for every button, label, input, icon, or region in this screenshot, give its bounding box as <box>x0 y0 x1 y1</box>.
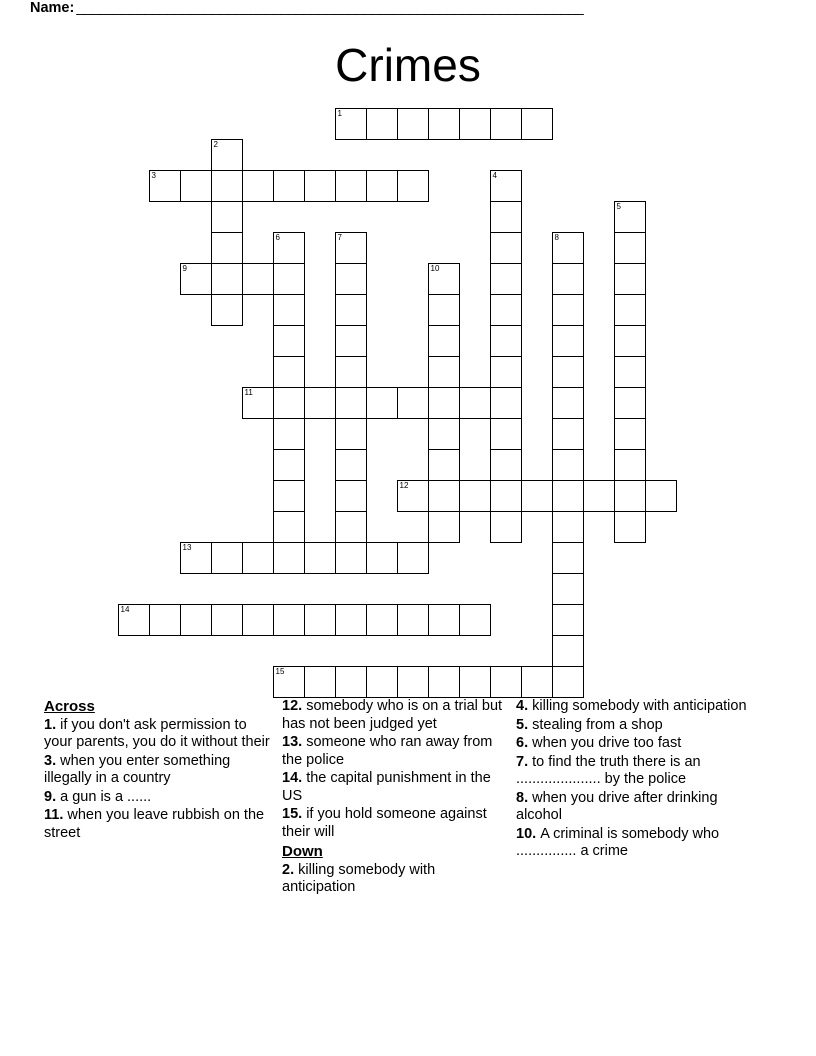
crossword-cell[interactable] <box>304 542 336 574</box>
crossword-cell[interactable] <box>211 294 243 326</box>
crossword-cell[interactable] <box>428 108 460 140</box>
clue-across-1 <box>44 717 274 752</box>
crossword-cell[interactable] <box>459 604 491 636</box>
crossword-cell[interactable] <box>397 604 429 636</box>
cell-number: 14 <box>120 605 130 614</box>
crossword-cell[interactable] <box>490 108 522 140</box>
crossword-cell[interactable] <box>335 294 367 326</box>
crossword-cell[interactable] <box>490 449 522 481</box>
crossword-cell[interactable] <box>614 418 646 450</box>
crossword-cell[interactable] <box>366 604 398 636</box>
crossword-cell[interactable] <box>490 201 522 233</box>
crossword-cell[interactable] <box>397 387 429 419</box>
crossword-cell[interactable] <box>335 480 367 512</box>
crossword-cell[interactable] <box>490 418 522 450</box>
clue-number: 1. <box>44 716 61 733</box>
clue-across-15 <box>282 806 508 841</box>
clue-down-4 <box>516 698 756 716</box>
crossword-cell[interactable] <box>149 170 181 202</box>
crossword-cell[interactable] <box>149 604 181 636</box>
crossword-cell[interactable] <box>273 263 305 295</box>
crossword-cell[interactable] <box>521 480 553 512</box>
crossword-cell[interactable] <box>428 449 460 481</box>
crossword-cell[interactable] <box>304 170 336 202</box>
crossword-cell[interactable] <box>645 480 677 512</box>
crossword-cell[interactable] <box>614 263 646 295</box>
crossword-cell[interactable] <box>242 387 274 419</box>
cell-number: 2 <box>213 140 218 149</box>
cell-number: 5 <box>616 202 621 211</box>
clue-down-7 <box>516 754 756 789</box>
crossword-cell[interactable] <box>273 387 305 419</box>
clue-text: someone who ran away from the police <box>282 734 493 768</box>
crossword-cell[interactable] <box>335 418 367 450</box>
clue-number: 8. <box>516 789 533 806</box>
crossword-cell[interactable] <box>335 108 367 140</box>
crossword-cell[interactable] <box>211 542 243 574</box>
clues-column-3 <box>516 698 764 948</box>
crossword-cell[interactable] <box>490 325 522 357</box>
clue-down-10 <box>516 826 756 861</box>
crossword-cell[interactable] <box>180 604 212 636</box>
crossword-cell[interactable] <box>304 387 336 419</box>
cell-number: 9 <box>182 264 187 273</box>
crossword-cell[interactable] <box>490 356 522 388</box>
crossword-cell[interactable] <box>180 263 212 295</box>
crossword-cell[interactable] <box>614 232 646 264</box>
clue-down-8 <box>516 790 756 825</box>
crossword-cell[interactable] <box>428 263 460 295</box>
crossword-cell[interactable] <box>273 480 305 512</box>
crossword-cell[interactable] <box>459 480 491 512</box>
clue-text: killing somebody with anticipation <box>532 698 747 714</box>
crossword-cell[interactable] <box>304 666 336 698</box>
crossword-cell[interactable] <box>614 387 646 419</box>
clues-section <box>44 698 780 948</box>
crossword-cell[interactable] <box>273 294 305 326</box>
clue-number: 10. <box>516 825 541 842</box>
crossword-cell[interactable] <box>397 542 429 574</box>
crossword-cell[interactable] <box>552 604 584 636</box>
crossword-cell[interactable] <box>490 232 522 264</box>
crossword-cell[interactable] <box>335 449 367 481</box>
crossword-cell[interactable] <box>428 604 460 636</box>
crossword-cell[interactable] <box>366 666 398 698</box>
clues-column-1 <box>44 698 282 948</box>
crossword-cell[interactable] <box>273 666 305 698</box>
clue-number: 12. <box>282 698 307 714</box>
crossword-cell[interactable] <box>242 170 274 202</box>
crossword-cell[interactable] <box>397 108 429 140</box>
crossword-cell[interactable] <box>490 263 522 295</box>
clue-across-14 <box>282 770 508 805</box>
clue-text: killing somebody with anticipation <box>282 861 436 895</box>
crossword-cell[interactable] <box>459 108 491 140</box>
clue-number: 3. <box>44 752 61 769</box>
cell-number: 11 <box>244 388 253 397</box>
clue-text: somebody who is on a trial but has not been judged yet <box>282 698 503 732</box>
crossword-cell[interactable] <box>180 542 212 574</box>
clue-text: to find the truth there is an ..................... by the police <box>516 753 701 787</box>
crossword-cell[interactable] <box>490 666 522 698</box>
cell-number: 4 <box>492 171 497 180</box>
crossword-cell[interactable] <box>304 604 336 636</box>
crossword-cell[interactable] <box>180 170 212 202</box>
cell-number: 6 <box>275 233 280 242</box>
crossword-cell[interactable] <box>273 542 305 574</box>
crossword-cell[interactable] <box>552 356 584 388</box>
crossword-cell[interactable] <box>366 542 398 574</box>
clue-number: 7. <box>516 753 533 770</box>
crossword-cell[interactable] <box>211 263 243 295</box>
crossword-cell[interactable] <box>490 511 522 543</box>
crossword-cell[interactable] <box>614 511 646 543</box>
crossword-cell[interactable] <box>273 356 305 388</box>
crossword-cell[interactable] <box>211 232 243 264</box>
crossword-cell[interactable] <box>552 635 584 667</box>
clue-number: 4. <box>516 698 533 714</box>
crossword-cell[interactable] <box>397 170 429 202</box>
crossword-cell[interactable] <box>552 542 584 574</box>
name-field-row <box>30 0 750 16</box>
crossword-cell[interactable] <box>273 232 305 264</box>
clue-number: 13. <box>282 734 307 750</box>
cell-number: 3 <box>151 171 156 180</box>
clue-number: 11. <box>44 807 68 823</box>
cell-number: 1 <box>337 109 342 118</box>
crossword-cell[interactable] <box>552 449 584 481</box>
clue-across-12 <box>282 698 508 733</box>
crossword-cell[interactable] <box>428 480 460 512</box>
crossword-cell[interactable] <box>552 666 584 698</box>
crossword-cell[interactable] <box>273 325 305 357</box>
cell-number: 7 <box>337 233 342 242</box>
crossword-cell[interactable] <box>552 387 584 419</box>
clue-text: when you drive too fast <box>532 735 682 751</box>
crossword-cell[interactable] <box>335 666 367 698</box>
crossword-cell[interactable] <box>428 325 460 357</box>
crossword-cell[interactable] <box>335 170 367 202</box>
crossword-cell[interactable] <box>335 263 367 295</box>
crossword-cell[interactable] <box>614 294 646 326</box>
clue-down-2 <box>282 862 508 897</box>
clue-across-11 <box>44 807 274 842</box>
clue-down-5 <box>516 717 756 735</box>
crossword-cell[interactable] <box>211 604 243 636</box>
crossword-cell[interactable] <box>335 511 367 543</box>
clue-number: 6. <box>516 735 533 751</box>
cell-number: 10 <box>430 264 440 273</box>
crossword-cell[interactable] <box>428 666 460 698</box>
crossword-cell[interactable] <box>428 418 460 450</box>
across-heading: Across <box>44 698 95 715</box>
cell-number: 15 <box>275 667 285 676</box>
crossword-cell[interactable] <box>118 604 150 636</box>
clue-across-3 <box>44 753 274 788</box>
crossword-cell[interactable] <box>242 604 274 636</box>
clue-text: stealing from a shop <box>532 716 663 733</box>
crossword-cell[interactable] <box>335 232 367 264</box>
clue-across-9 <box>44 789 274 807</box>
crossword-cell[interactable] <box>521 666 553 698</box>
crossword-cell[interactable] <box>366 170 398 202</box>
cell-number: 8 <box>554 233 559 242</box>
crossword-cell[interactable] <box>614 449 646 481</box>
crossword-cell[interactable] <box>459 666 491 698</box>
clue-text: the capital punishment in the US <box>282 770 491 804</box>
clue-across-13 <box>282 734 508 769</box>
clue-number: 14. <box>282 770 307 786</box>
crossword-cell[interactable] <box>335 604 367 636</box>
crossword-cell[interactable] <box>211 170 243 202</box>
name-write-line[interactable]: ___________________________________________________________________ <box>76 0 584 16</box>
clue-text: when you drive after drinking alcohol <box>516 789 718 823</box>
crossword-cell[interactable] <box>428 387 460 419</box>
crossword-cell[interactable] <box>459 387 491 419</box>
crossword-cell[interactable] <box>242 542 274 574</box>
crossword-cell[interactable] <box>552 325 584 357</box>
clue-number: 5. <box>516 716 533 733</box>
crossword-cell[interactable] <box>614 201 646 233</box>
crossword-cell[interactable] <box>335 356 367 388</box>
crossword-cell[interactable] <box>490 294 522 326</box>
crossword-cell[interactable] <box>428 294 460 326</box>
crossword-cell[interactable] <box>273 418 305 450</box>
clue-text: when you enter something illegally in a country <box>44 752 231 786</box>
clue-text: A criminal is somebody who ............... a crime <box>516 825 720 859</box>
cell-number: 13 <box>182 543 192 552</box>
page-title: Crimes <box>335 39 481 91</box>
clue-number: 15. <box>282 806 307 822</box>
clue-number: 2. <box>282 861 299 878</box>
crossword-cell[interactable] <box>211 201 243 233</box>
crossword-cell[interactable] <box>552 294 584 326</box>
crossword-cell[interactable] <box>552 573 584 605</box>
crossword-cell[interactable] <box>552 232 584 264</box>
crossword-cell[interactable] <box>211 139 243 171</box>
crossword-cell[interactable] <box>335 325 367 357</box>
crossword-cell[interactable] <box>428 356 460 388</box>
clue-text: when you leave rubbish on the street <box>44 807 265 841</box>
crossword-cell[interactable] <box>273 511 305 543</box>
clue-text: a gun is a ...... <box>60 788 152 805</box>
crossword-cell[interactable] <box>397 480 429 512</box>
name-label: Name: <box>30 0 75 16</box>
crossword-cell[interactable] <box>552 480 584 512</box>
crossword-cell[interactable] <box>273 604 305 636</box>
crossword-cell[interactable] <box>335 542 367 574</box>
clue-down-6 <box>516 735 756 753</box>
crossword-cell[interactable] <box>428 511 460 543</box>
crossword-grid[interactable] <box>0 108 816 688</box>
crossword-cell[interactable] <box>273 449 305 481</box>
crossword-cell[interactable] <box>614 325 646 357</box>
crossword-cell[interactable] <box>490 387 522 419</box>
crossword-cell[interactable] <box>583 480 615 512</box>
down-heading: Down <box>282 843 323 860</box>
crossword-cell[interactable] <box>366 108 398 140</box>
clue-text: if you hold someone against their will <box>282 806 487 840</box>
crossword-cell[interactable] <box>397 666 429 698</box>
crossword-cell[interactable] <box>490 170 522 202</box>
crossword-cell[interactable] <box>614 480 646 512</box>
crossword-cell[interactable] <box>552 263 584 295</box>
cell-number: 12 <box>399 481 409 490</box>
crossword-cell[interactable] <box>335 387 367 419</box>
crossword-cell[interactable] <box>242 263 274 295</box>
crossword-cell[interactable] <box>552 511 584 543</box>
crossword-cell[interactable] <box>614 356 646 388</box>
crossword-cell[interactable] <box>273 170 305 202</box>
crossword-cell[interactable] <box>552 418 584 450</box>
crossword-cell[interactable] <box>521 108 553 140</box>
clues-column-2 <box>282 698 516 948</box>
clue-number: 9. <box>44 788 61 805</box>
crossword-cell[interactable] <box>490 480 522 512</box>
clue-text: if you don't ask permission to your parents, you do it without their <box>44 716 270 750</box>
crossword-cell[interactable] <box>366 387 398 419</box>
